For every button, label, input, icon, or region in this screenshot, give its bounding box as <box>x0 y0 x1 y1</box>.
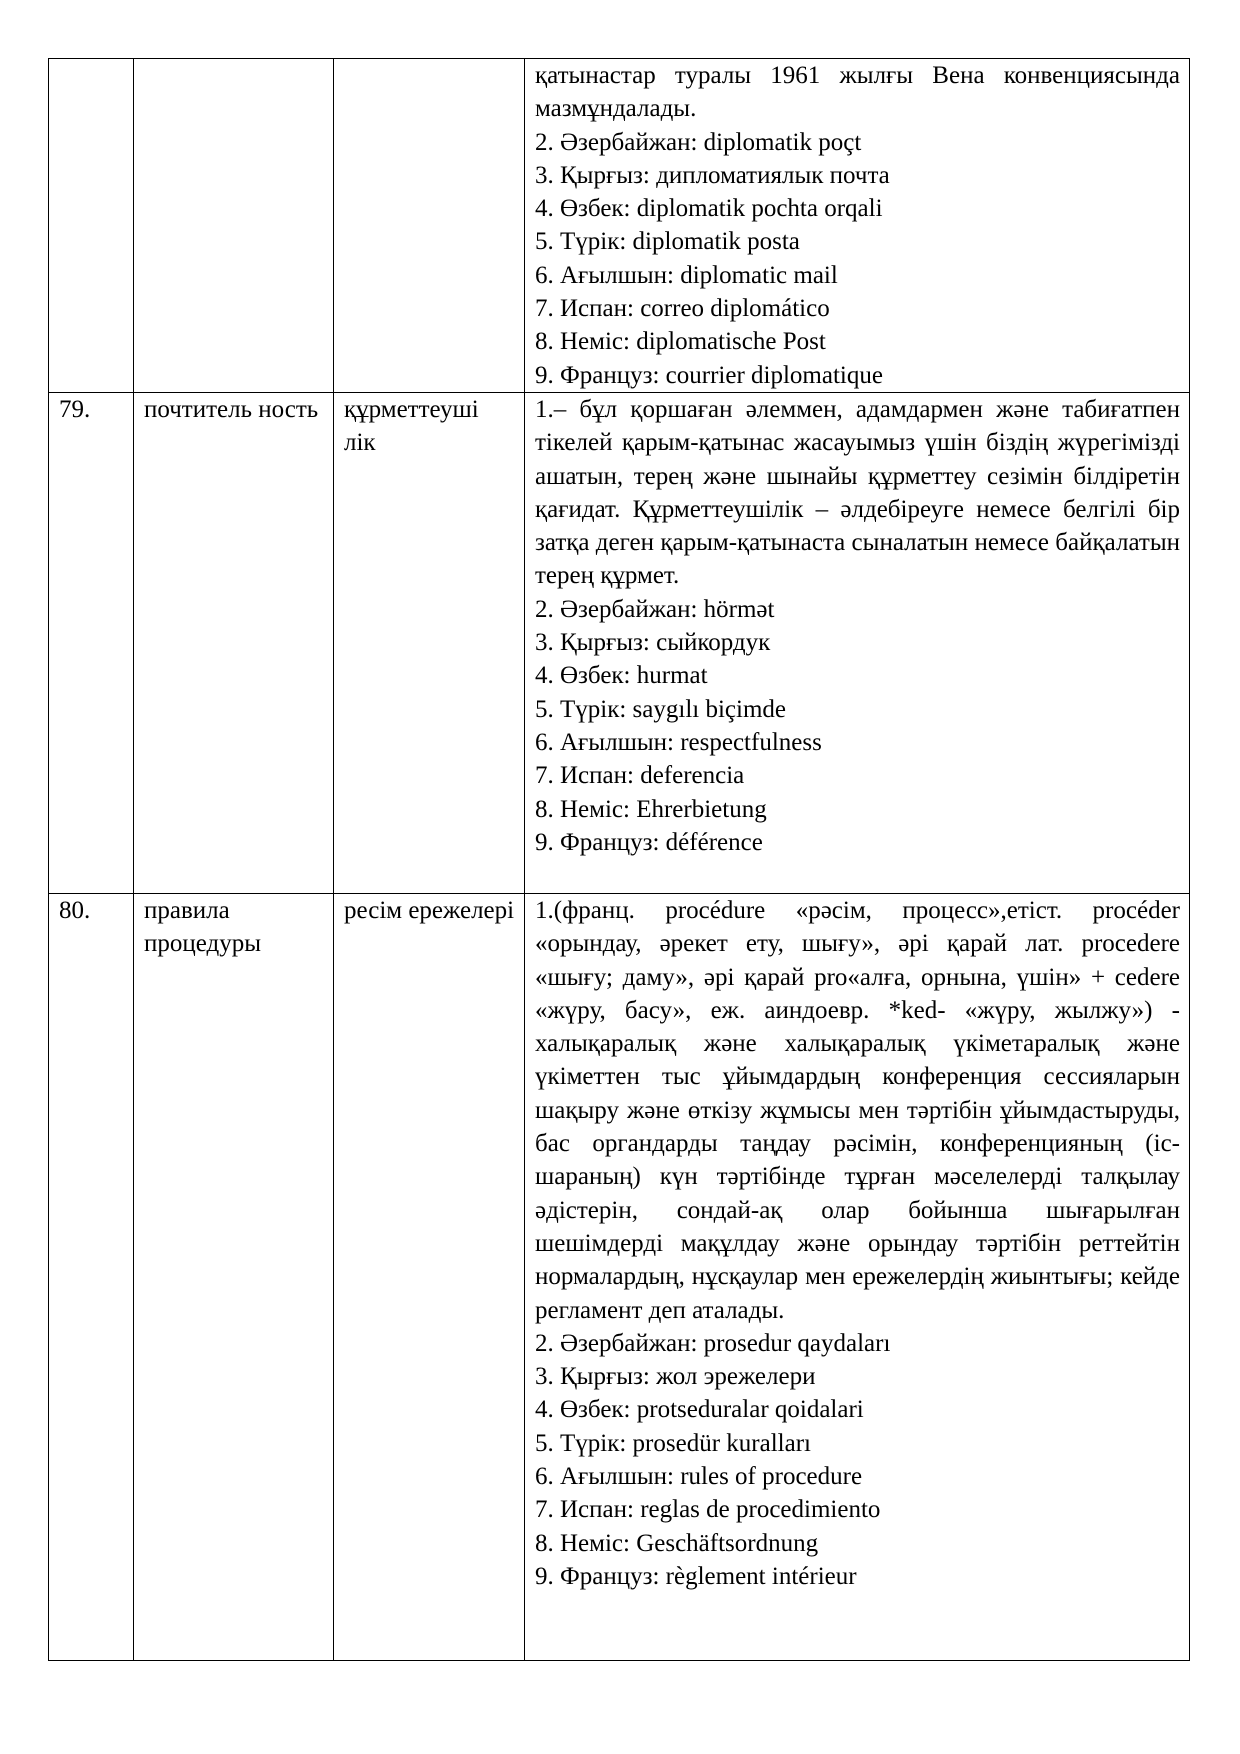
russian-term: почтитель ность <box>134 393 334 894</box>
table-row <box>49 894 1190 1661</box>
translation-line: 9. Француз: courrier diplomatique <box>535 361 883 389</box>
table-row <box>49 393 1190 894</box>
translation-line: 4. Өзбек: hurmat <box>535 662 708 690</box>
definition-cell <box>525 393 1190 894</box>
translation-line: 7. Испан: correo diplomático <box>535 295 830 323</box>
translation-line: 4. Өзбек: protseduralar qoidalari <box>535 1396 864 1424</box>
definition-text: 1.(франц. procédure «рәсім, процесс»,етіст. procéder «орындау, әрекет ету, шығу», әрі қарай лат. procedere «шығу; даму», әрі қарай pro«алға, орнына, үшін» + cedere «жүру, басу», еж. аиндоевр. *ked- «жүру, жылжу») - халықаралық және халықаралық үкіметаралық және үкіметтен тыс ұйымдардың конференция сессияларын шақыру және өткізу жұмысы мен тәртібін ұйымдастыруды, бас органдарды таңдау рәсімін, конференцияның (іс-шараның) күн тәртібінде тұрған мәселелерді талқылау әдістерін, сондай-ақ олар бойынша шығарылған шешімдерді мақұлдау және орындау тәртібін реттейтін нормалардың, нұсқаулар мен ережелердің жиынтығы; кейде регламент деп аталады. <box>535 897 1180 1324</box>
definition-cell <box>525 894 1190 1661</box>
translation-line: 6. Ағылшын: diplomatic mail <box>535 261 838 289</box>
definition-text: қатынастар туралы 1961 жылғы Вена конвенциясында мазмұндалады. <box>535 62 1180 123</box>
translation-line: 5. Түрік: diplomatik posta <box>535 228 800 256</box>
entry-number: 79. <box>49 393 134 894</box>
translation-line: 6. Ағылшын: respectfulness <box>535 728 822 756</box>
russian-term <box>134 59 334 393</box>
translation-line: 3. Қырғыз: сыйкордук <box>535 629 771 657</box>
kazakh-term: ресім ережелері <box>334 894 525 1661</box>
kazakh-term: құрметтеуші лік <box>334 393 525 894</box>
definition-cell <box>525 59 1190 393</box>
translation-line: 5. Түрік: prosedür kuralları <box>535 1429 811 1457</box>
translation-line: 6. Ағылшын: rules of procedure <box>535 1463 863 1491</box>
translation-line: 3. Қырғыз: жол эрежелери <box>535 1363 816 1391</box>
russian-term: правила процедуры <box>134 894 334 1661</box>
translation-line: 5. Түрік: saygılı biçimde <box>535 695 787 723</box>
translation-line: 7. Испан: reglas de procedimiento <box>535 1496 881 1524</box>
glossary-table <box>48 58 1190 1661</box>
translation-line: 2. Әзербайжан: diplomatik poçt <box>535 128 862 156</box>
entry-number <box>49 59 134 393</box>
kazakh-term <box>334 59 525 393</box>
translation-line: 2. Әзербайжан: prosedur qaydaları <box>535 1329 891 1357</box>
entry-number: 80. <box>49 894 134 1661</box>
translation-line: 7. Испан: deferencia <box>535 762 745 790</box>
translation-line: 2. Әзербайжан: hörmət <box>535 595 775 623</box>
translation-line: 3. Қырғыз: дипломатиялык почта <box>535 161 890 189</box>
translation-line: 4. Өзбек: diplomatik pochta orqali <box>535 195 883 223</box>
translation-line: 8. Неміс: diplomatische Post <box>535 328 826 356</box>
table-row <box>49 59 1190 393</box>
translation-line: 8. Неміс: Geschäftsordnung <box>535 1529 819 1557</box>
definition-text: 1.– бұл қоршаған әлеммен, адамдармен және табиғатпен тікелей қарым-қатынас жасауымыз үшін біздің жүрегімізді ашатын, терең және шынайы құрметтеу сезімін білдіретін қағидат. Құрметтеушілік – әлдебіреуге немесе белгілі бір затқа деген қарым-қатынаста сыналатын немесе байқалатын терең құрмет. <box>535 396 1180 590</box>
translation-line: 9. Француз: règlement intérieur <box>535 1562 857 1590</box>
translation-line: 8. Неміс: Ehrerbietung <box>535 795 767 823</box>
translation-line: 9. Француз: déférence <box>535 828 763 856</box>
